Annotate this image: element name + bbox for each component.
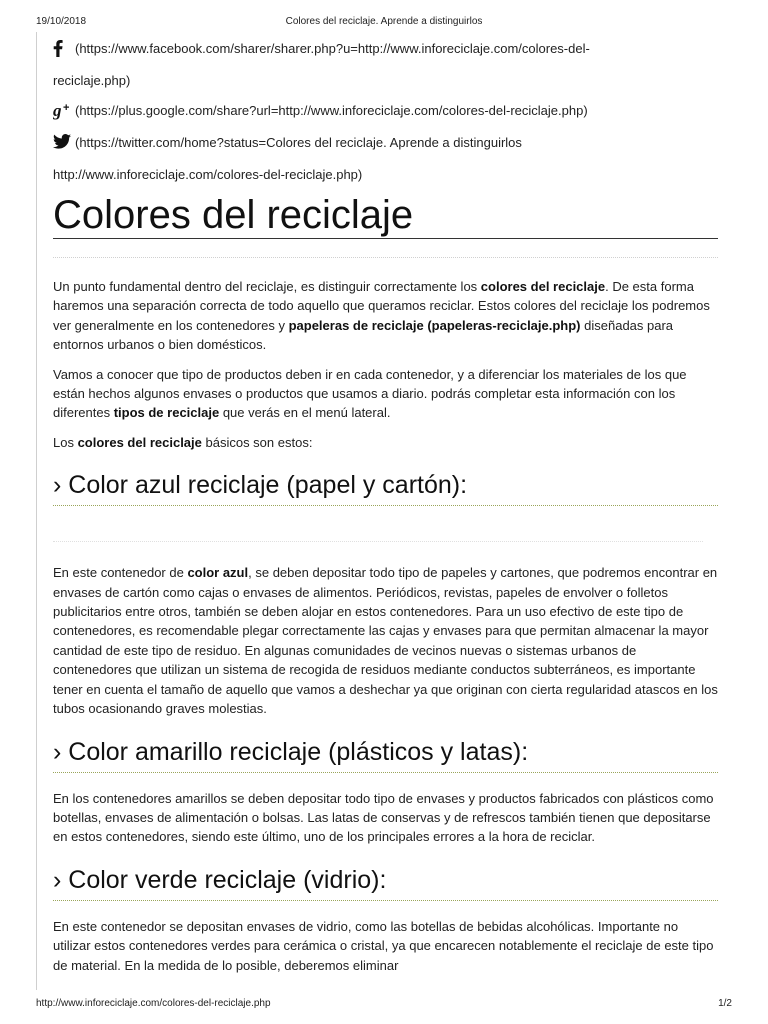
content-left-border — [36, 32, 37, 990]
intro-p3-bold-colores: colores del reciclaje — [77, 434, 202, 450]
title-divider — [53, 257, 718, 258]
intro-p2-text-a: Vamos a conocer que tipo de productos deben ir en cada contenedor, y a diferenciar los materiales de los que están hechos algunos envases o productos que usamos a diario. podrás completar esta información con los diferentes — [53, 366, 687, 421]
twitter-icon — [53, 134, 71, 149]
intro-paragraph-2 — [53, 365, 718, 423]
page-number: 1/2 — [718, 998, 732, 1009]
papeleras-reciclaje-link[interactable]: papeleras de reciclaje (papeleras-reciclaje.php) — [288, 317, 581, 333]
twitter-share-url-line1[interactable]: (https://twitter.com/home?status=Colores del reciclaje. Aprende a distinguirlos — [75, 135, 522, 150]
print-doc-title: Colores del reciclaje. Aprende a distinguirlos — [285, 16, 483, 27]
amarillo-paragraph: En los contenedores amarillos se deben depositar todo tipo de envases y productos fabricados con plásticos como botellas, envases de alimentación o bolsas. Las latas de conservas y de refrescos también tienen que depositarse en estos contenedores, siendo este último, uno de los principales errores a la hora de reciclar. — [53, 790, 714, 845]
intro-paragraph-3 — [53, 433, 718, 452]
facebook-share-url-line1[interactable]: (https://www.facebook.com/sharer/sharer.php?u=http://www.inforeciclaje.com/colores-del- — [75, 41, 590, 56]
google-plus-icon — [53, 102, 73, 120]
section-heading-verde: › Color verde reciclaje (vidrio): — [53, 865, 718, 901]
facebook-icon — [53, 40, 63, 57]
azul-text-c: , se deben depositar todo tipo de papeles y cartones, que podremos encontrar en envases de cartón como cajas o envases de alimentos. Periódicos, revistas, papeles de envolver o folletos publicitarios entre otros, también se deben alojar en estos contenedores. Para un uso efectivo de este tipo de contenedores, es recomendable plegar correctamente las cajas y envases para que permitan almacenar la mayor cantidad de este tipo de residuo. En algunas comunidades de vecinos nuevas o sistemas urbanos de contenedores que utilizan un sistema de recogida de residuos mediante conductos subterráneos, es importante tener en cuenta el tamaño de aquello que vamos a deshechar ya que originan con cierta regularidad atascos en los tubos ocasionando graves molestias. — [53, 565, 718, 717]
google-plus-share-url[interactable]: (https://plus.google.com/share?url=http://www.inforeciclaje.com/colores-del-reciclaje.php) — [75, 103, 588, 118]
print-footer-url: http://www.inforeciclaje.com/colores-del-reciclaje.php — [36, 998, 271, 1009]
section-heading-amarillo: › Color amarillo reciclaje (plásticos y latas): — [53, 737, 718, 773]
intro-p2-text-c: que verás en el menú lateral. — [219, 405, 391, 421]
azul-section-divider — [53, 541, 703, 542]
print-date: 19/10/2018 — [36, 16, 87, 27]
facebook-share-link[interactable] — [53, 40, 718, 90]
azul-paragraph — [53, 563, 718, 718]
facebook-share-url-line2[interactable]: reciclaje.php) — [53, 73, 131, 88]
intro-p2-bold-tipos: tipos de reciclaje — [113, 405, 220, 421]
twitter-share-url-line2[interactable]: http://www.inforeciclaje.com/colores-del-reciclaje.php) — [53, 167, 363, 182]
section-heading-azul: › Color azul reciclaje (papel y cartón): — [53, 470, 718, 506]
intro-p1-text-c: . De esta forma haremos una separación correcta de todo aquello que queramos reciclar. Estos colores del reciclaje los podremos ver generalmente en los contenedores y — [53, 279, 710, 333]
intro-p1-text-e: diseñadas para entornos urbanos o bien domésticos. — [53, 317, 674, 353]
intro-p1-bold-colores: colores del reciclaje — [480, 279, 606, 294]
intro-paragraph-1 — [53, 277, 718, 355]
page-title: Colores del reciclaje — [53, 192, 718, 239]
svg-text:g: g — [53, 102, 62, 120]
print-header — [36, 16, 732, 30]
print-footer — [36, 998, 732, 1012]
azul-text-a: En este contenedor de — [53, 565, 188, 581]
article-content — [53, 32, 718, 975]
verde-paragraph: En este contenedor se depositan envases de vidrio, como las botellas de bebidas alcohólicas. Importante no utilizar estos contenedores verdes para cerámica o cristal, ya que encarecen notablemente el reciclaje de este tipo de material. En la medida de lo posible, deberemos eliminar — [53, 918, 714, 973]
twitter-share-link[interactable] — [53, 134, 718, 184]
svg-text:+: + — [63, 102, 70, 114]
intro-p1-text-a: Un punto fundamental dentro del reciclaje, es distinguir correctamente los — [53, 279, 481, 294]
intro-p3-text-a: Los — [53, 434, 78, 450]
azul-bold-color: color azul — [187, 565, 249, 581]
intro-p3-text-c: básicos son estos: — [201, 434, 313, 450]
google-plus-share-link[interactable] — [53, 102, 718, 120]
